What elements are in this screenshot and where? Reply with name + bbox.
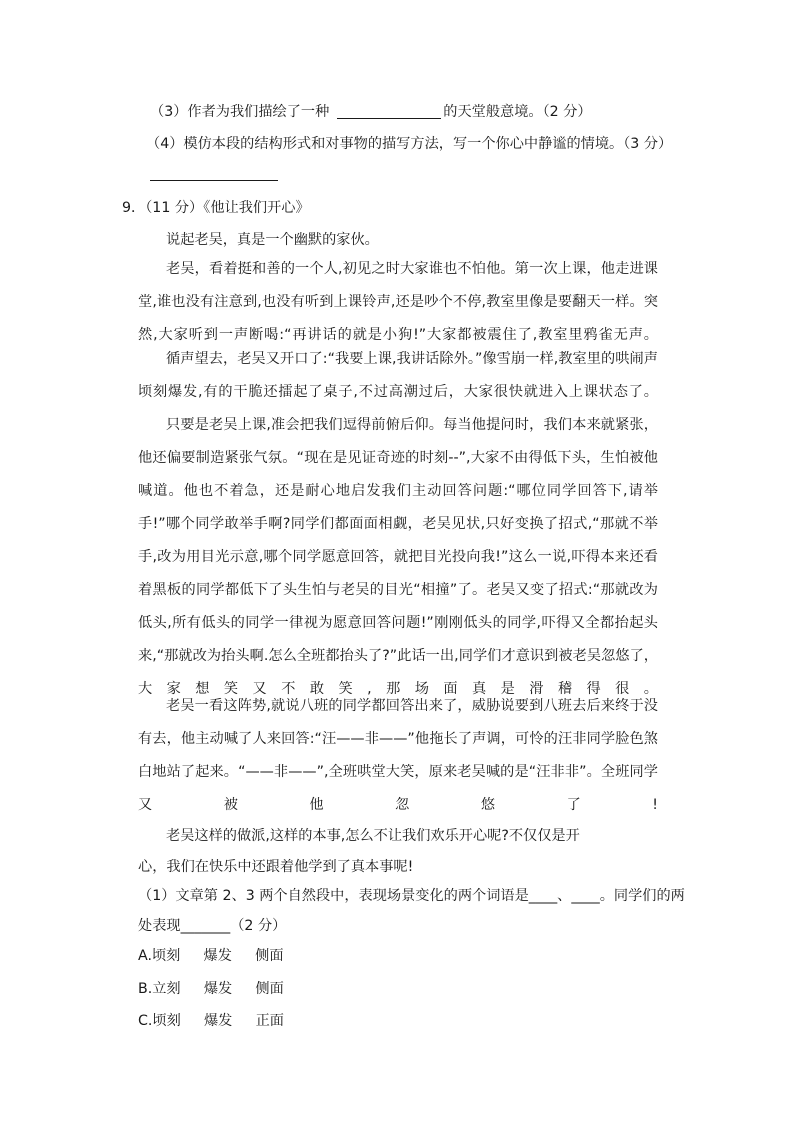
option-b: B.立刻 爆发 侧面 bbox=[138, 981, 284, 997]
q8-sub4-text: （4）模仿本段的结构形式和对事物的描写方法，写一个你心中静谧的情境。（3 分） bbox=[146, 136, 673, 152]
option-c: C.顷刻 爆发 正面 bbox=[138, 1013, 284, 1029]
q9-header bbox=[122, 198, 642, 218]
paragraph-text: 老吴一看这阵势,就说八班的同学都回答出来了，威胁说要到八班去后来终于没有去，他主动喊了人来回答:“汪——非——”他拖长了声调，可怜的汪非同学脸色煞白地站了起来。“——非——”,全班哄堂大笑，原来老吴喊的是“汪非非”。全班同学又被他忽悠了! bbox=[138, 698, 658, 813]
q8-sub4 bbox=[146, 134, 673, 154]
q9-sub1-text: （1）文章第 2、3 两个自然段中，表现场景变化的两个词语是____、____。同学们的两 bbox=[138, 888, 685, 904]
q9-sub1-text: 处表现_______（2 分） bbox=[138, 918, 287, 934]
paragraph-text: 心，我们在快乐中还跟着他学到了真本事呢! bbox=[138, 859, 414, 875]
q9-paragraph-6a bbox=[138, 826, 658, 846]
paragraph-text: 老吴，看着挺和善的一个人,初见之时大家谁也不怕他。第一次上课，他走进课堂,谁也没有注意到,也没有听到上课铃声,还是吵个不停,教室里像是要翻天一样。突然,大家听到一声断喝:“再讲话的就是小狗!”大家都被震住了,教室里鸦雀无声。 bbox=[138, 261, 658, 343]
q8-sub3 bbox=[150, 102, 670, 122]
q9-paragraph-3 bbox=[138, 343, 658, 409]
q9-paragraph-1 bbox=[138, 230, 658, 250]
option-a: A.顷刻 爆发 侧面 bbox=[138, 948, 284, 964]
q9-paragraph-6b bbox=[138, 857, 658, 877]
paragraph-text: 说起老吴，真是一个幽默的家伙。 bbox=[166, 232, 379, 248]
answer-line bbox=[150, 180, 278, 181]
q9-sub1-line2 bbox=[138, 916, 658, 936]
q9-header-text: 9．（11 分）《他让我们开心》 bbox=[122, 200, 310, 216]
q8-sub3-pre: （3）作者为我们描绘了一种 bbox=[150, 104, 330, 120]
q8-sub3-post: 的天堂般意境。（2 分） bbox=[443, 104, 592, 120]
q9-paragraph-5 bbox=[138, 690, 658, 822]
q9-paragraph-2 bbox=[138, 253, 658, 352]
q9-sub1-line1 bbox=[138, 886, 685, 906]
paragraph-text: 循声望去，老吴又开口了:“我要上课,我讲话除外。”像雪崩一样,教室里的哄闹声顷刻爆发,有的干脆还擂起了桌子,不过高潮过后，大家很快就进入上课状态了。 bbox=[138, 351, 658, 400]
paragraph-text: 只要是老吴上课,准会把我们逗得前俯后仰。每当他提问时，我们本来就紧张，他还偏要制造紧张气氛。“现在是见证奇迹的时刻--”,大家不由得低下头，生怕被他喊道。他也不着急，还是耐心地启发我们主动回答问题:“哪位同学回答下,请举手!”哪个同学敢举手啊?同学们都面面相觑，老吴见状,只好变换了招式,“那就不举手,改为用目光示意,哪个同学愿意回答，就把目光投向我!”这么一说,吓得本来还看着黑板的同学都低下了头生怕与老吴的目光“相撞”了。老吴又变了招式:“那就改为低头,所有低头的同学一律视为愿意回答问题!”刚刚低头的同学,吓得又全都抬起头来,“那就改为抬头啊.怎么全班都抬头了?”此话一出,同学们才意识到被老吴忽悠了，大家想笑又不敢笑,那场面真是滑稽得很。 bbox=[138, 417, 658, 697]
paragraph-text: 老吴这样的做派,这样的本事,怎么不让我们欢乐开心呢?不仅仅是开 bbox=[166, 828, 580, 844]
answer-blank bbox=[337, 103, 441, 119]
q9-paragraph-4 bbox=[138, 409, 658, 706]
